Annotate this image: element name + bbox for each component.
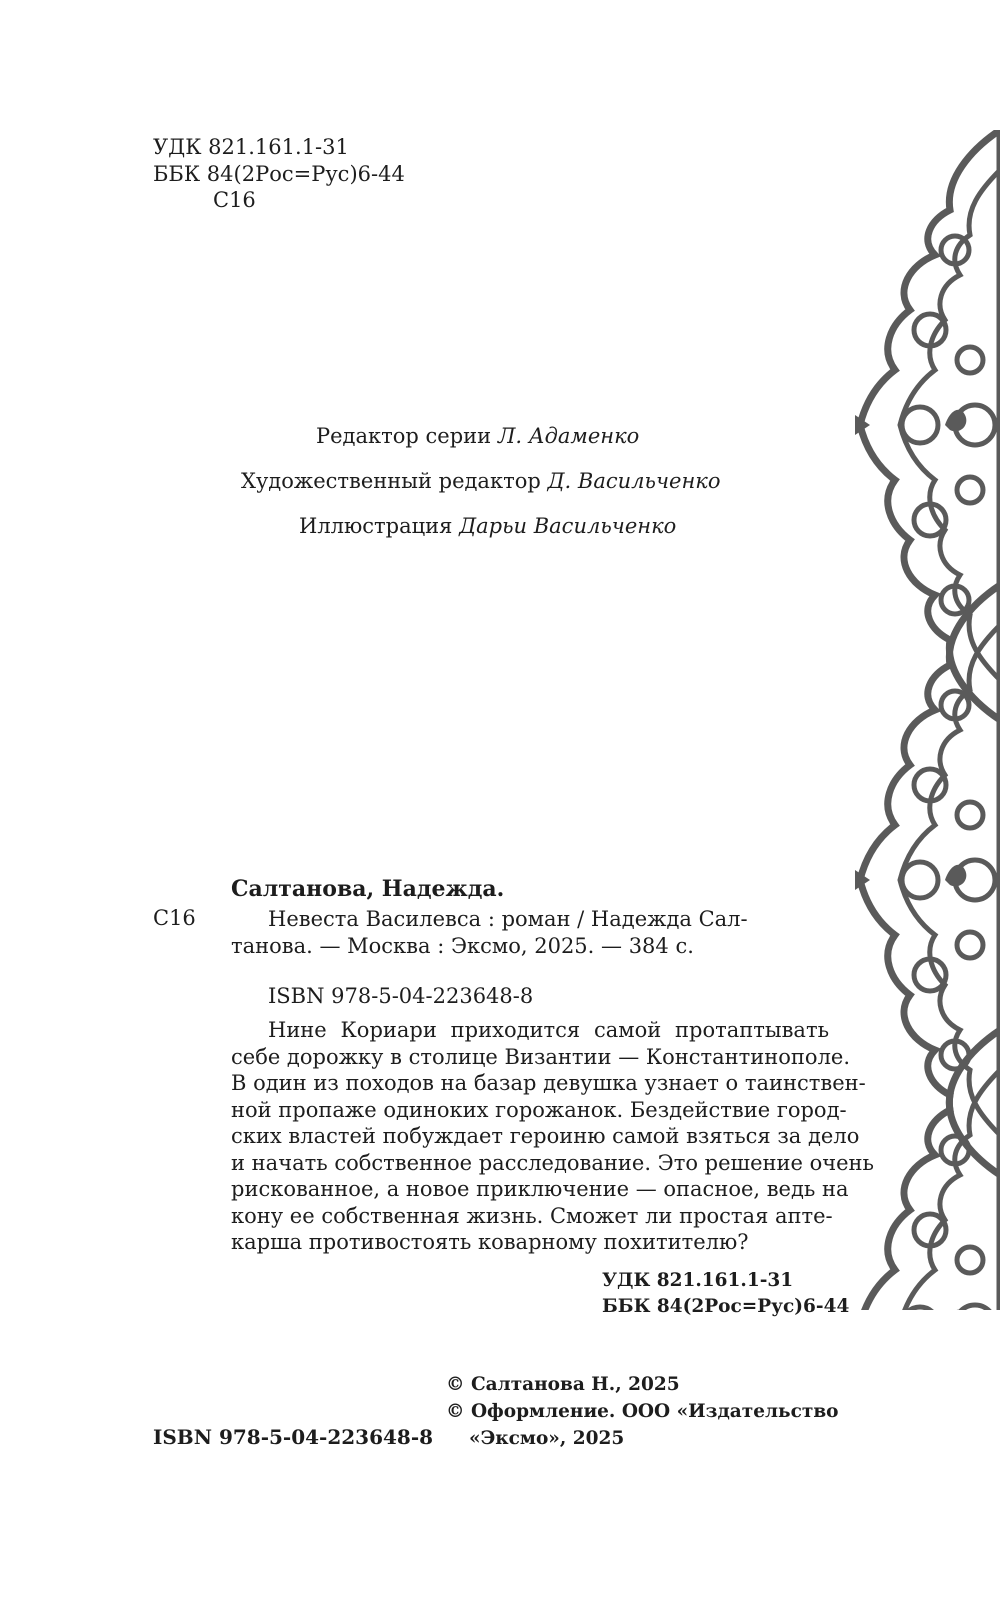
classification-top	[153, 134, 405, 214]
annotation-line: кону ее собственная жизнь. Сможет ли простая апте-	[231, 1203, 833, 1228]
copyright-block	[446, 1371, 839, 1452]
arabesque-border-ornament-icon	[850, 130, 1000, 1310]
credit-art-editor	[241, 469, 720, 493]
copyright-author: © Салтанова Н., 2025	[446, 1374, 680, 1395]
credit-name: Д. Васильченко	[547, 469, 721, 493]
isbn-bottom: ISBN 978-5-04-223648-8	[153, 1425, 434, 1449]
credit-role: Художественный редактор	[241, 469, 541, 493]
udk-code-bottom: УДК 821.161.1-31	[602, 1270, 794, 1291]
book-title-line-2: танова. — Москва : Эксмо, 2025. — 384 с.	[231, 934, 694, 958]
annotation-line: себе дорожку в столице Византии — Константинополе.	[231, 1044, 851, 1069]
copyright-design: © Оформление. ООО «Издательство	[446, 1401, 839, 1422]
bbk-code: ББК 84(2Рос=Рус)6-44	[153, 161, 405, 186]
author-sign-record: С16	[153, 906, 196, 930]
credit-role: Иллюстрация	[299, 514, 453, 538]
bbk-code-bottom: ББК 84(2Рос=Рус)6-44	[602, 1296, 850, 1317]
copyright-publisher: «Эксмо», 2025	[469, 1428, 625, 1449]
annotation-line: Нине Кориари приходится самой протаптывать	[268, 1018, 829, 1042]
author-sign: С16	[213, 188, 256, 212]
credit-series-editor	[316, 424, 639, 448]
isbn-record: ISBN 978-5-04-223648-8	[268, 984, 534, 1008]
classification-bottom	[602, 1268, 849, 1320]
annotation-line: карша противостоять коварному похитителю?	[231, 1230, 749, 1254]
book-title-line-1: Невеста Василевса : роман / Надежда Сал-	[268, 907, 748, 931]
credit-name: Дарьи Васильченко	[459, 514, 677, 538]
annotation-line: рискованное, а новое приключение — опасное, ведь на	[231, 1177, 849, 1201]
credit-role: Редактор серии	[316, 424, 492, 448]
credit-name: Л. Адаменко	[497, 424, 640, 448]
credit-illustration	[299, 514, 676, 538]
annotation-line: В один из походов на базар девушка узнает о таинствен-	[231, 1071, 866, 1095]
udk-code: УДК 821.161.1-31	[153, 135, 349, 159]
annotation-line: ной пропаже одиноких горожанок. Бездействие город-	[231, 1097, 847, 1122]
book-annotation	[231, 1017, 874, 1256]
book-author: Салтанова, Надежда.	[231, 876, 505, 902]
annotation-line: ских властей побуждает героиню самой взяться за дело	[231, 1124, 860, 1148]
annotation-line: и начать собственное расследование. Это решение очень	[231, 1150, 874, 1175]
